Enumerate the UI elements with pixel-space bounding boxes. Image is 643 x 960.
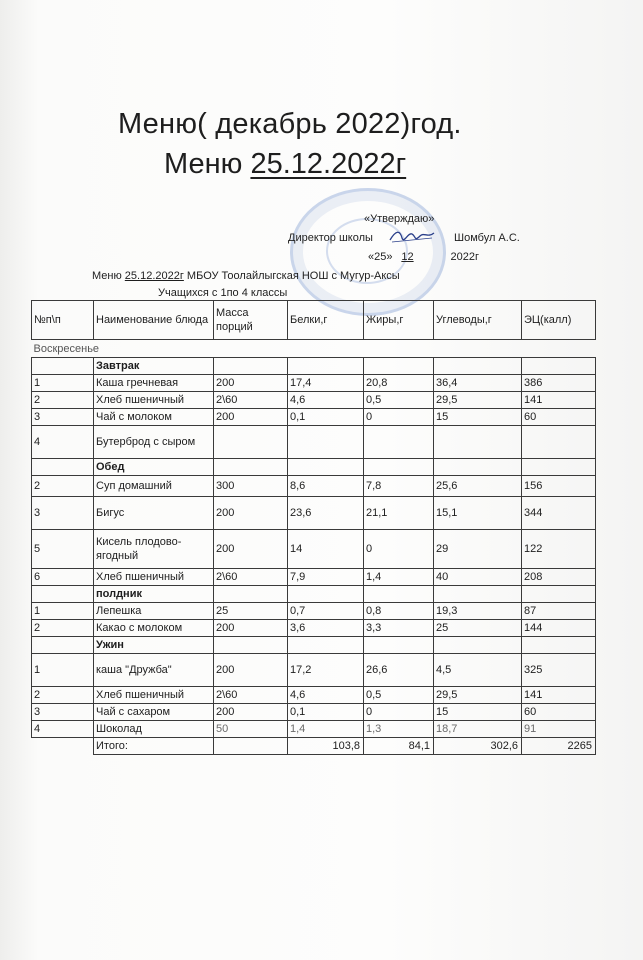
menu-line: Меню 25.12.2022г МБОУ Тоолайлыгская НОШ с Мугур-Аксы	[92, 270, 400, 282]
portion-mass: 200	[214, 654, 288, 687]
energy-value: 141	[522, 687, 596, 704]
row-number: 1	[32, 603, 94, 620]
fat-value: 0,8	[364, 603, 434, 620]
row-number: 1	[32, 654, 94, 687]
protein-value: 0,1	[288, 704, 364, 721]
carbs-value: 36,4	[434, 375, 522, 392]
table-row	[32, 603, 596, 620]
fat-value: 3,3	[364, 620, 434, 637]
director-label: Директор школы	[288, 232, 373, 244]
approve-label: «Утверждаю»	[364, 213, 435, 225]
table-row	[32, 392, 596, 409]
dish-name: Чай с сахаром	[94, 704, 214, 721]
protein-value: 8,6	[288, 476, 364, 497]
row-number: 1	[32, 375, 94, 392]
dish-name: Хлеб пшеничный	[94, 392, 214, 409]
fat-value: 20,8	[364, 375, 434, 392]
portion-mass: 200	[214, 375, 288, 392]
dish-name: Чай с молоком	[94, 409, 214, 426]
protein-value	[288, 426, 364, 459]
total-label: Итого:	[94, 738, 214, 755]
energy-value: 156	[522, 476, 596, 497]
menu-table	[31, 300, 596, 755]
portion-mass: 200	[214, 620, 288, 637]
total-row	[32, 738, 596, 755]
fat-value: 0,5	[364, 392, 434, 409]
energy-value: 141	[522, 392, 596, 409]
dish-name: Лепешка	[94, 603, 214, 620]
row-number: 2	[32, 620, 94, 637]
total-carbs: 302,6	[434, 738, 522, 755]
page-subtitle: Меню 25.12.2022г	[164, 148, 407, 180]
protein-value: 17,4	[288, 375, 364, 392]
total-fat: 84,1	[364, 738, 434, 755]
energy-value: 344	[522, 497, 596, 530]
dish-name: Бутерброд с сыром	[94, 426, 214, 459]
row-number: 3	[32, 497, 94, 530]
carbs-value: 29,5	[434, 687, 522, 704]
header-cell: ЭЦ(калл)	[522, 301, 596, 340]
table-row	[32, 687, 596, 704]
row-number: 6	[32, 569, 94, 586]
dish-name: каша "Дружба"	[94, 654, 214, 687]
row-number: 4	[32, 721, 94, 738]
header-cell: Масса порций	[214, 301, 288, 340]
energy-value: 60	[522, 409, 596, 426]
dish-name: Хлеб пшеничный	[94, 569, 214, 586]
dish-name: Каша гречневая	[94, 375, 214, 392]
portion-mass	[214, 426, 288, 459]
protein-value: 0,7	[288, 603, 364, 620]
energy-value: 91	[522, 721, 596, 738]
carbs-value: 15	[434, 704, 522, 721]
energy-value: 122	[522, 530, 596, 569]
protein-value: 0,1	[288, 409, 364, 426]
day-label: Воскресенье	[32, 340, 596, 358]
protein-value: 7,9	[288, 569, 364, 586]
protein-value: 3,6	[288, 620, 364, 637]
fat-value: 1,4	[364, 569, 434, 586]
fat-value: 26,6	[364, 654, 434, 687]
fat-value	[364, 426, 434, 459]
table-row	[32, 476, 596, 497]
carbs-value: 25	[434, 620, 522, 637]
portion-mass: 25	[214, 603, 288, 620]
energy-value: 87	[522, 603, 596, 620]
portion-mass: 200	[214, 530, 288, 569]
table-row	[32, 704, 596, 721]
section-title: Завтрак	[94, 358, 214, 375]
signature-image	[388, 226, 436, 246]
portion-mass: 200	[214, 704, 288, 721]
row-number: 2	[32, 476, 94, 497]
section-title: Обед	[94, 459, 214, 476]
section-row	[32, 637, 596, 654]
table-row	[32, 721, 596, 738]
dish-name: Шоколад	[94, 721, 214, 738]
protein-value: 17,2	[288, 654, 364, 687]
dish-name: Какао с молоком	[94, 620, 214, 637]
table-row	[32, 426, 596, 459]
fat-value: 0	[364, 530, 434, 569]
carbs-value: 40	[434, 569, 522, 586]
page-title: Меню( декабрь 2022)год.	[118, 108, 462, 140]
protein-value: 14	[288, 530, 364, 569]
carbs-value: 19,3	[434, 603, 522, 620]
table-row	[32, 654, 596, 687]
fat-value: 0	[364, 409, 434, 426]
section-title: Ужин	[94, 637, 214, 654]
carbs-value: 4,5	[434, 654, 522, 687]
header-cell: №п\п	[32, 301, 94, 340]
fat-value: 0	[364, 704, 434, 721]
table-row	[32, 569, 596, 586]
carbs-value: 25,6	[434, 476, 522, 497]
row-number: 5	[32, 530, 94, 569]
fat-value: 0,5	[364, 687, 434, 704]
energy-value: 144	[522, 620, 596, 637]
students-line: Учащихся с 1по 4 классы	[158, 287, 288, 299]
header-cell: Углеводы,г	[434, 301, 522, 340]
portion-mass: 300	[214, 476, 288, 497]
portion-mass: 2\60	[214, 687, 288, 704]
fat-value: 21,1	[364, 497, 434, 530]
section-row	[32, 586, 596, 603]
carbs-value: 29,5	[434, 392, 522, 409]
table-header-row	[32, 301, 596, 340]
row-number: 3	[32, 704, 94, 721]
section-row	[32, 459, 596, 476]
portion-mass: 2\60	[214, 569, 288, 586]
header-cell: Наименование блюда	[94, 301, 214, 340]
row-number: 2	[32, 687, 94, 704]
dish-name: Суп домашний	[94, 476, 214, 497]
row-number: 4	[32, 426, 94, 459]
carbs-value: 15	[434, 409, 522, 426]
table-row	[32, 530, 596, 569]
section-row	[32, 358, 596, 375]
table-row	[32, 497, 596, 530]
table-row	[32, 409, 596, 426]
portion-mass: 200	[214, 409, 288, 426]
total-energy: 2265	[522, 738, 596, 755]
energy-value: 208	[522, 569, 596, 586]
carbs-value: 15,1	[434, 497, 522, 530]
total-protein: 103,8	[288, 738, 364, 755]
fat-value: 7,8	[364, 476, 434, 497]
table-row	[32, 375, 596, 392]
carbs-value: 18,7	[434, 721, 522, 738]
protein-value: 4,6	[288, 687, 364, 704]
approval-date: «25» 12 2022г	[368, 251, 479, 263]
row-number: 2	[32, 392, 94, 409]
carbs-value: 29	[434, 530, 522, 569]
menu-body	[32, 358, 596, 738]
section-title: полдник	[94, 586, 214, 603]
portion-mass: 200	[214, 497, 288, 530]
table-row	[32, 620, 596, 637]
portion-mass: 50	[214, 721, 288, 738]
energy-value: 386	[522, 375, 596, 392]
header-cell: Белки,г	[288, 301, 364, 340]
header-cell: Жиры,г	[364, 301, 434, 340]
protein-value: 1,4	[288, 721, 364, 738]
portion-mass: 2\60	[214, 392, 288, 409]
day-row	[32, 340, 596, 358]
dish-name: Кисель плодово-ягодный	[94, 530, 214, 569]
row-number: 3	[32, 409, 94, 426]
energy-value: 325	[522, 654, 596, 687]
fat-value: 1,3	[364, 721, 434, 738]
protein-value: 4,6	[288, 392, 364, 409]
dish-name: Бигус	[94, 497, 214, 530]
energy-value: 60	[522, 704, 596, 721]
protein-value: 23,6	[288, 497, 364, 530]
director-name: Шомбул А.С.	[454, 232, 520, 244]
dish-name: Хлеб пшеничный	[94, 687, 214, 704]
energy-value	[522, 426, 596, 459]
carbs-value	[434, 426, 522, 459]
